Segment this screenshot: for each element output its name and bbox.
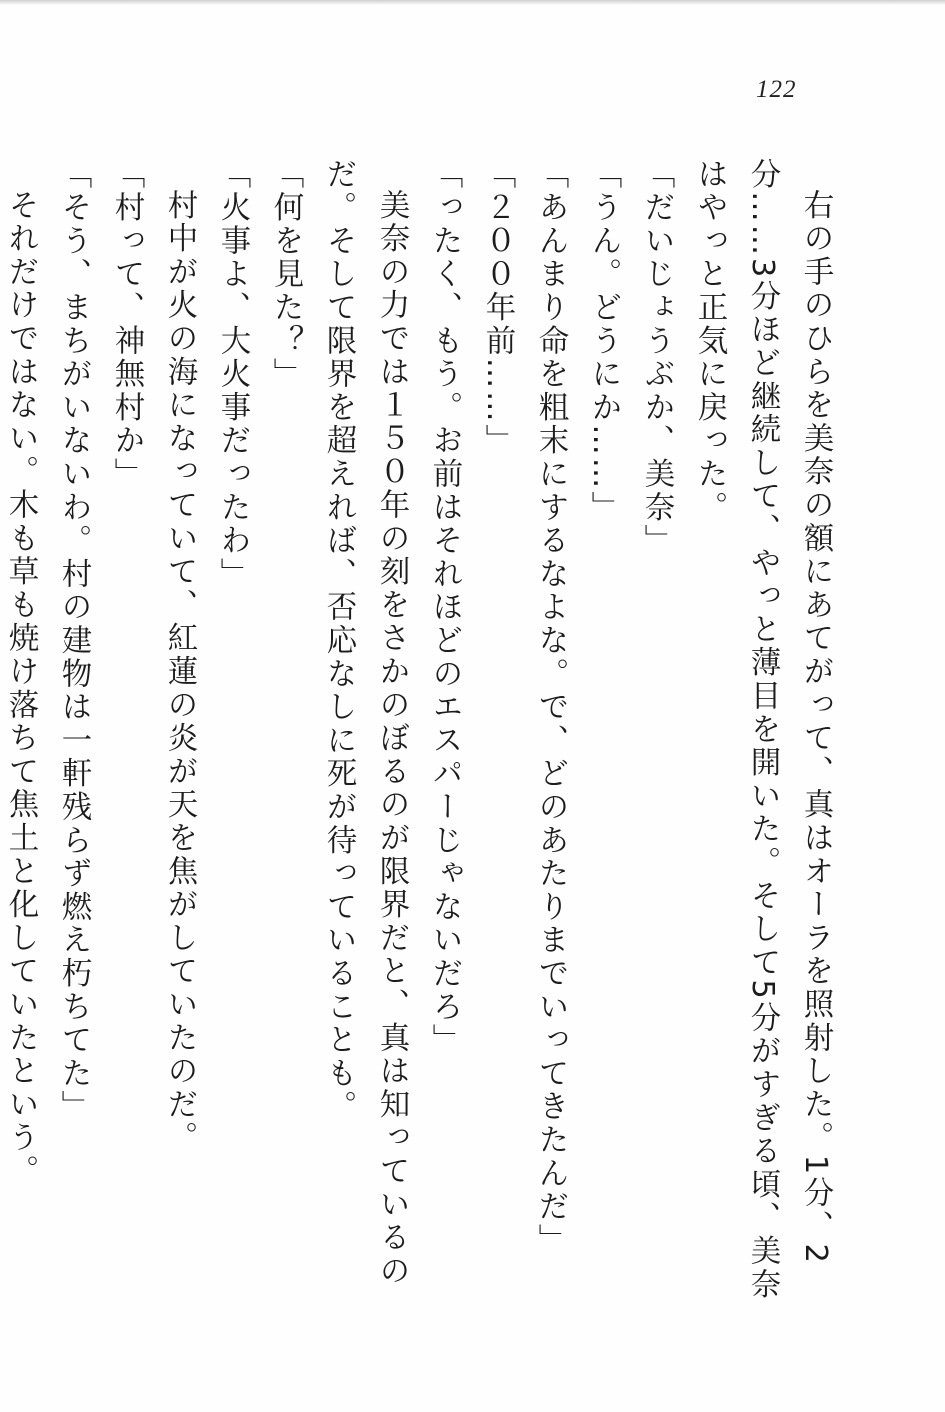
page-number: 122: [756, 76, 797, 103]
paragraph-dialogue-7: 「火事よ、大火事だったわ」: [215, 158, 250, 591]
paragraph-narration-1: 右の手のひらを美奈の額にあてがって、真はオーラを照射した。1分、2分……3分ほど継続して、やっと薄目を開いた。そして5分がすぎる頃、美奈はやっと正気に戻った。: [692, 158, 833, 1302]
paragraph-dialogue-9: 「そう、まちがいないわ。村の建物は一軒残らず燃え朽ちてた」: [56, 158, 91, 1124]
paragraph-dialogue-5: 「ったく、もう。お前はそれほどのエスパーじゃないだろ」: [427, 158, 462, 1058]
paragraph-dialogue-3: 「あんまり命を粗末にするなよな。で、どのあたりまでいってきたんだ」: [533, 158, 568, 1257]
paragraph-dialogue-6: 「何を見た？」: [268, 158, 303, 392]
paragraph-dialogue-8: 「村って、神無村か」: [109, 158, 144, 491]
paragraph-dialogue-4: 「２００年前……」: [480, 158, 515, 458]
paragraph-narration-4: それだけではない。木も草も焼け落ちて焦土と化していたという。: [3, 188, 38, 1188]
paragraph-dialogue-1: 「だいじょうぶか、美奈」: [639, 158, 674, 558]
vertical-text-body: [3, 158, 842, 1308]
page-top-edge: [0, 0, 945, 5]
paragraph-narration-3: 村中が火の海になっていて、紅蓮の炎が天を焦がしていたのだ。: [162, 188, 197, 1155]
paragraph-dialogue-2: 「うん。どうにか……」: [586, 158, 621, 525]
paragraph-narration-2: 美奈の力では１５０年の刻をさかのぼるのが限界だと、真は知っているのだ。そして限界を超えれば、否応なしに死が待っていることも。: [321, 158, 409, 1288]
